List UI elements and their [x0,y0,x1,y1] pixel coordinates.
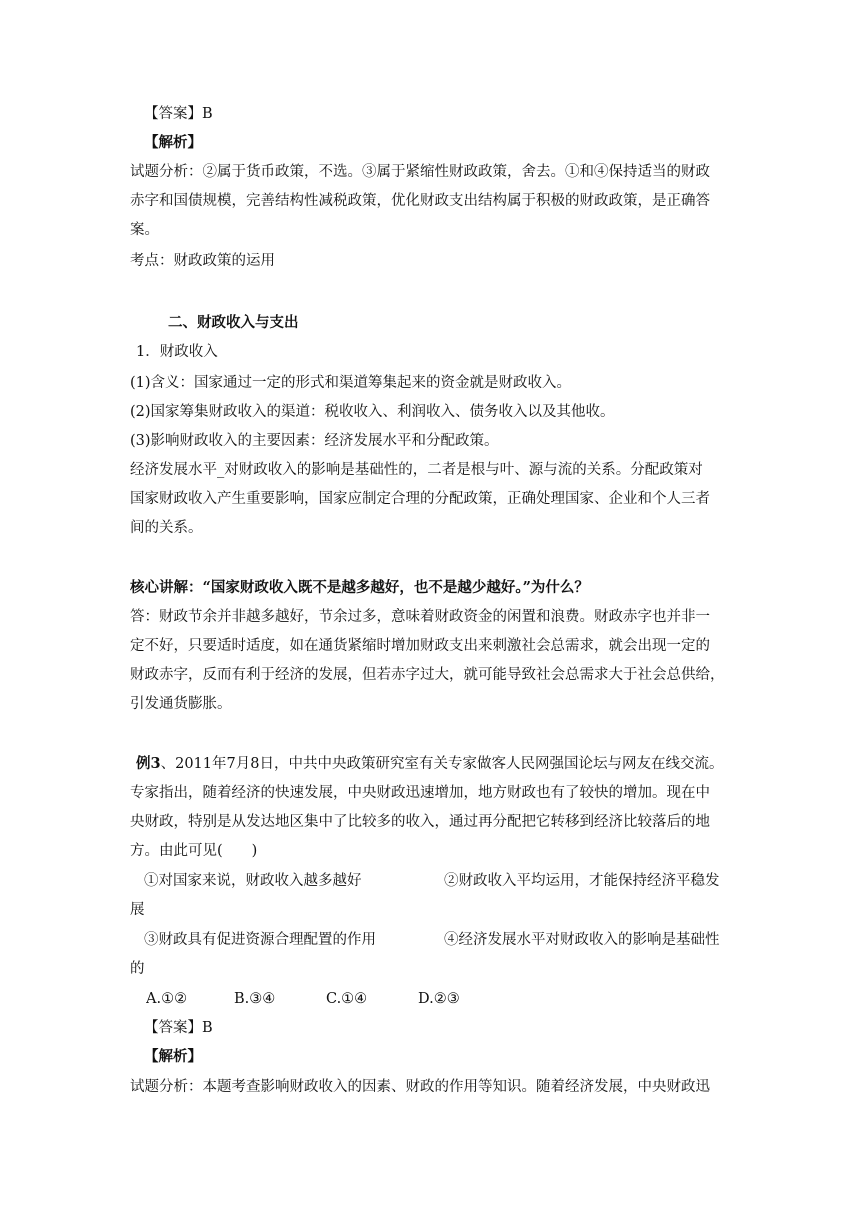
example-label: 例3 [136,755,161,772]
answer-label: 【答案】B [144,1020,213,1036]
option-continuation: 展 [130,902,145,918]
core-answer-line: 答：财政节余并非越多越好，节余过多，意味着财政资金的闲置和浪费。财政赤字也并非一 [130,609,710,625]
list-item: (2)国家筹集财政收入的渠道：税收收入、利润收入、债务收入以及其他收。 [130,404,615,420]
example-stem-line [136,754,736,774]
option-3: ③财政具有促进资源合理配置的作用 [144,932,376,948]
core-answer-line: 定不好，只要适时适度，如在通货紧缩时增加财政支出来刺激社会总需求，就会出现一定的 [130,638,710,654]
analysis-label: 【解析】 [144,1048,202,1065]
choice-b: B.③④ [234,991,276,1007]
list-item: (1)含义：国家通过一定的形式和渠道筹集起来的资金就是财政收入。 [130,375,572,391]
knowledge-point: 考点：财政政策的运用 [130,253,275,269]
answer-label: 【答案】B [144,106,213,122]
analysis-text-line: 案。 [130,222,159,238]
core-answer-line: 财政赤字，反而有利于经济的发展，但若赤字过大，就可能导致社会总需求大于社会总供给， [130,667,725,683]
paragraph-line: 国家财政收入产生重要影响，国家应制定合理的分配政策，正确处理国家、企业和个人三者 [130,491,710,507]
example-stem-line: 方。由此可见( ) [130,843,258,859]
core-question: 核心讲解：“国家财政收入既不是越多越好，也不是越少越好。”为什么？ [130,579,589,596]
section-heading: 二、财政收入与支出 [168,314,299,331]
choice-c: C.①④ [326,991,368,1007]
paragraph-line: 间的关系。 [130,520,203,536]
example-stem-line: 央财政，特别是从发达地区集中了比较多的收入，通过再分配把它转移到经济比较落后的地 [130,814,710,830]
example-stem-line: 专家指出，随着经济的快速发展，中央财政迅速增加，地方财政也有了较快的增加。现在中 [130,785,710,801]
option-1: ①对国家来说，财政收入越多越好 [144,873,362,889]
paragraph-line: 经济发展水平_对财政收入的影响是基础性的，二者是根与叶、源与流的关系。分配政策对 [130,462,703,478]
example-stem-text: 、2011年7月8日，中共中央政策研究室有关专家做客人民网强国论坛与网友在线交流。 [160,756,724,772]
subsection-heading: 1．财政收入 [136,344,218,360]
option-row [144,871,730,891]
analysis-text-line: 赤字和国债规模，完善结构性减税政策，优化财政支出结构属于积极的财政政策，是正确答 [130,193,710,209]
option-continuation: 的 [130,961,145,977]
analysis-text-line: 试题分析：本题考查影响财政收入的因素、财政的作用等知识。随着经济发展，中央财政迅 [130,1079,710,1095]
analysis-text-line: 试题分析：②属于货币政策，不选。③属于紧缩性财政政策，舍去。①和④保持适当的财政 [130,164,710,180]
option-2: ②财政收入平均运用，才能保持经济平稳发 [444,873,720,889]
list-item: (3)影响财政收入的主要因素：经济发展水平和分配政策。 [130,433,499,449]
option-4: ④经济发展水平对财政收入的影响是基础性 [444,932,720,948]
choice-d: D.②③ [418,991,460,1007]
choice-a: A.①② [146,991,188,1007]
analysis-label: 【解析】 [144,134,202,151]
choice-row [146,989,746,1009]
option-row [144,930,730,950]
core-answer-line: 引发通货膨胀。 [130,696,232,712]
